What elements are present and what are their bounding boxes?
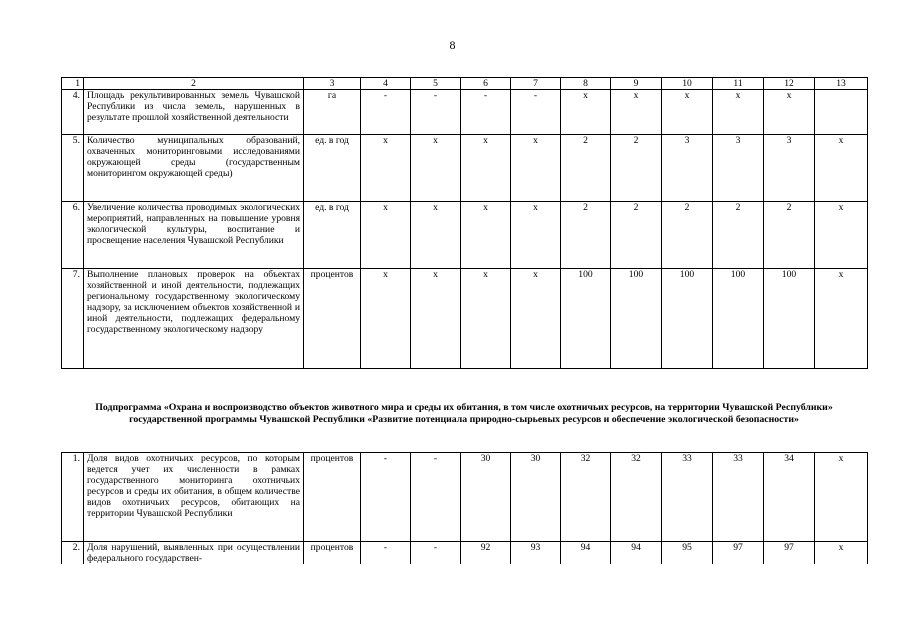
value-cell: 2 bbox=[611, 202, 662, 269]
value-cell: x bbox=[561, 90, 611, 135]
value-cell: x bbox=[361, 269, 411, 369]
unit-cell: процентов bbox=[304, 453, 361, 542]
value-cell: 2 bbox=[713, 202, 764, 269]
indicator-name: Доля нарушений, выявленных при осуществлении федерального государствен- bbox=[84, 542, 304, 565]
value-cell: x bbox=[815, 269, 868, 369]
value-cell: x bbox=[361, 202, 411, 269]
value-cell bbox=[815, 90, 868, 135]
row-number: 1. bbox=[62, 453, 84, 542]
column-number: 5 bbox=[411, 78, 461, 90]
value-cell: x bbox=[662, 90, 713, 135]
unit-cell: процентов bbox=[304, 269, 361, 369]
value-cell: 100 bbox=[764, 269, 815, 369]
value-cell: 2 bbox=[611, 135, 662, 202]
value-cell: x bbox=[511, 135, 561, 202]
value-cell: x bbox=[815, 542, 868, 565]
row-number: 7. bbox=[62, 269, 84, 369]
value-cell: 100 bbox=[561, 269, 611, 369]
value-cell: - bbox=[411, 542, 461, 565]
value-cell: - bbox=[361, 90, 411, 135]
value-cell: 3 bbox=[764, 135, 815, 202]
column-number: 10 bbox=[662, 78, 713, 90]
value-cell: x bbox=[713, 90, 764, 135]
table-row bbox=[62, 269, 868, 369]
value-cell: 33 bbox=[713, 453, 764, 542]
column-number: 3 bbox=[304, 78, 361, 90]
value-cell: 33 bbox=[662, 453, 713, 542]
value-cell: 94 bbox=[611, 542, 662, 565]
value-cell: x bbox=[815, 453, 868, 542]
value-cell: x bbox=[461, 269, 511, 369]
value-cell: 92 bbox=[461, 542, 511, 565]
value-cell: 2 bbox=[561, 202, 611, 269]
value-cell: x bbox=[461, 135, 511, 202]
value-cell: - bbox=[361, 453, 411, 542]
column-number-row bbox=[62, 78, 868, 90]
indicator-name: Доля видов охотничьих ресурсов, по которым ведется учет их численности в рамках государственного мониторинга охотничьих ресурсов и среды их обитания, в общем количестве видов охотничьих ресурсов, обитающих на территории Чувашской Республики bbox=[84, 453, 304, 542]
value-cell: 97 bbox=[764, 542, 815, 565]
unit-cell: га bbox=[304, 90, 361, 135]
column-number: 1 bbox=[62, 78, 84, 90]
value-cell: 2 bbox=[662, 202, 713, 269]
indicator-name: Выполнение плановых проверок на объектах хозяйственной и иной деятельности, подлежащих региональному государственному экологическому надзору, за исключением объектов хозяйственной и иной деятельности, подлежащих федеральному государственному экологическому надзору bbox=[84, 269, 304, 369]
value-cell: x bbox=[411, 269, 461, 369]
value-cell: 32 bbox=[561, 453, 611, 542]
value-cell: 95 bbox=[662, 542, 713, 565]
indicator-name: Площадь рекультивированных земель Чувашской Республики из числа земель, нарушенных в результате прошлой хозяйственной деятельности bbox=[84, 90, 304, 135]
table-row bbox=[62, 202, 868, 269]
value-cell: x bbox=[461, 202, 511, 269]
value-cell: x bbox=[411, 135, 461, 202]
row-number: 5. bbox=[62, 135, 84, 202]
unit-cell: процентов bbox=[304, 542, 361, 565]
value-cell: 30 bbox=[511, 453, 561, 542]
value-cell: x bbox=[511, 202, 561, 269]
value-cell: - bbox=[361, 542, 411, 565]
indicator-name: Количество муниципальных образований, охваченных мониторинговыми исследованиями окружающей среды (государственным мониторингом окружающей среды) bbox=[84, 135, 304, 202]
value-cell: 97 bbox=[713, 542, 764, 565]
value-cell: x bbox=[611, 90, 662, 135]
column-number: 6 bbox=[461, 78, 511, 90]
column-number: 4 bbox=[361, 78, 411, 90]
column-number: 12 bbox=[764, 78, 815, 90]
value-cell: 3 bbox=[713, 135, 764, 202]
subprogram-title: Подпрограмма «Охрана и воспроизводство объектов животного мира и среды их обитания, в том числе охотничьих ресурсов, на территории Чувашской Республики» государственной программы Чувашской Республики «Развитие потенциала природно-сырьевых ресурсов и обеспечение экологической безопасности» bbox=[95, 402, 833, 425]
table-row bbox=[62, 135, 868, 202]
unit-cell: ед. в год bbox=[304, 202, 361, 269]
value-cell: 93 bbox=[511, 542, 561, 565]
value-cell: x bbox=[815, 202, 868, 269]
value-cell: 100 bbox=[713, 269, 764, 369]
value-cell: x bbox=[511, 269, 561, 369]
column-number: 8 bbox=[561, 78, 611, 90]
value-cell: x bbox=[361, 135, 411, 202]
value-cell: x bbox=[411, 202, 461, 269]
value-cell: 2 bbox=[561, 135, 611, 202]
row-number: 2. bbox=[62, 542, 84, 565]
value-cell: x bbox=[815, 135, 868, 202]
value-cell: 3 bbox=[662, 135, 713, 202]
value-cell: 34 bbox=[764, 453, 815, 542]
subprogram-indicators-table bbox=[61, 452, 868, 564]
row-number: 6. bbox=[62, 202, 84, 269]
unit-cell: ед. в год bbox=[304, 135, 361, 202]
row-number: 4. bbox=[62, 90, 84, 135]
column-number: 2 bbox=[84, 78, 304, 90]
table-row bbox=[62, 542, 868, 565]
value-cell: 94 bbox=[561, 542, 611, 565]
indicator-name: Увеличение количества проводимых экологических мероприятий, направленных на повышение уровня экологической культуры, воспитание и просвещение населения Чувашской Республики bbox=[84, 202, 304, 269]
column-number: 13 bbox=[815, 78, 868, 90]
column-number: 11 bbox=[713, 78, 764, 90]
column-number: 9 bbox=[611, 78, 662, 90]
value-cell: 30 bbox=[461, 453, 511, 542]
value-cell: 2 bbox=[764, 202, 815, 269]
column-number: 7 bbox=[511, 78, 561, 90]
page-number: 8 bbox=[449, 38, 456, 52]
value-cell: 100 bbox=[662, 269, 713, 369]
value-cell: - bbox=[411, 453, 461, 542]
value-cell: - bbox=[511, 90, 561, 135]
value-cell: - bbox=[461, 90, 511, 135]
value-cell: 100 bbox=[611, 269, 662, 369]
value-cell: x bbox=[764, 90, 815, 135]
table-row bbox=[62, 453, 868, 542]
table-row bbox=[62, 90, 868, 135]
indicators-table bbox=[61, 77, 868, 369]
value-cell: 32 bbox=[611, 453, 662, 542]
value-cell: - bbox=[411, 90, 461, 135]
